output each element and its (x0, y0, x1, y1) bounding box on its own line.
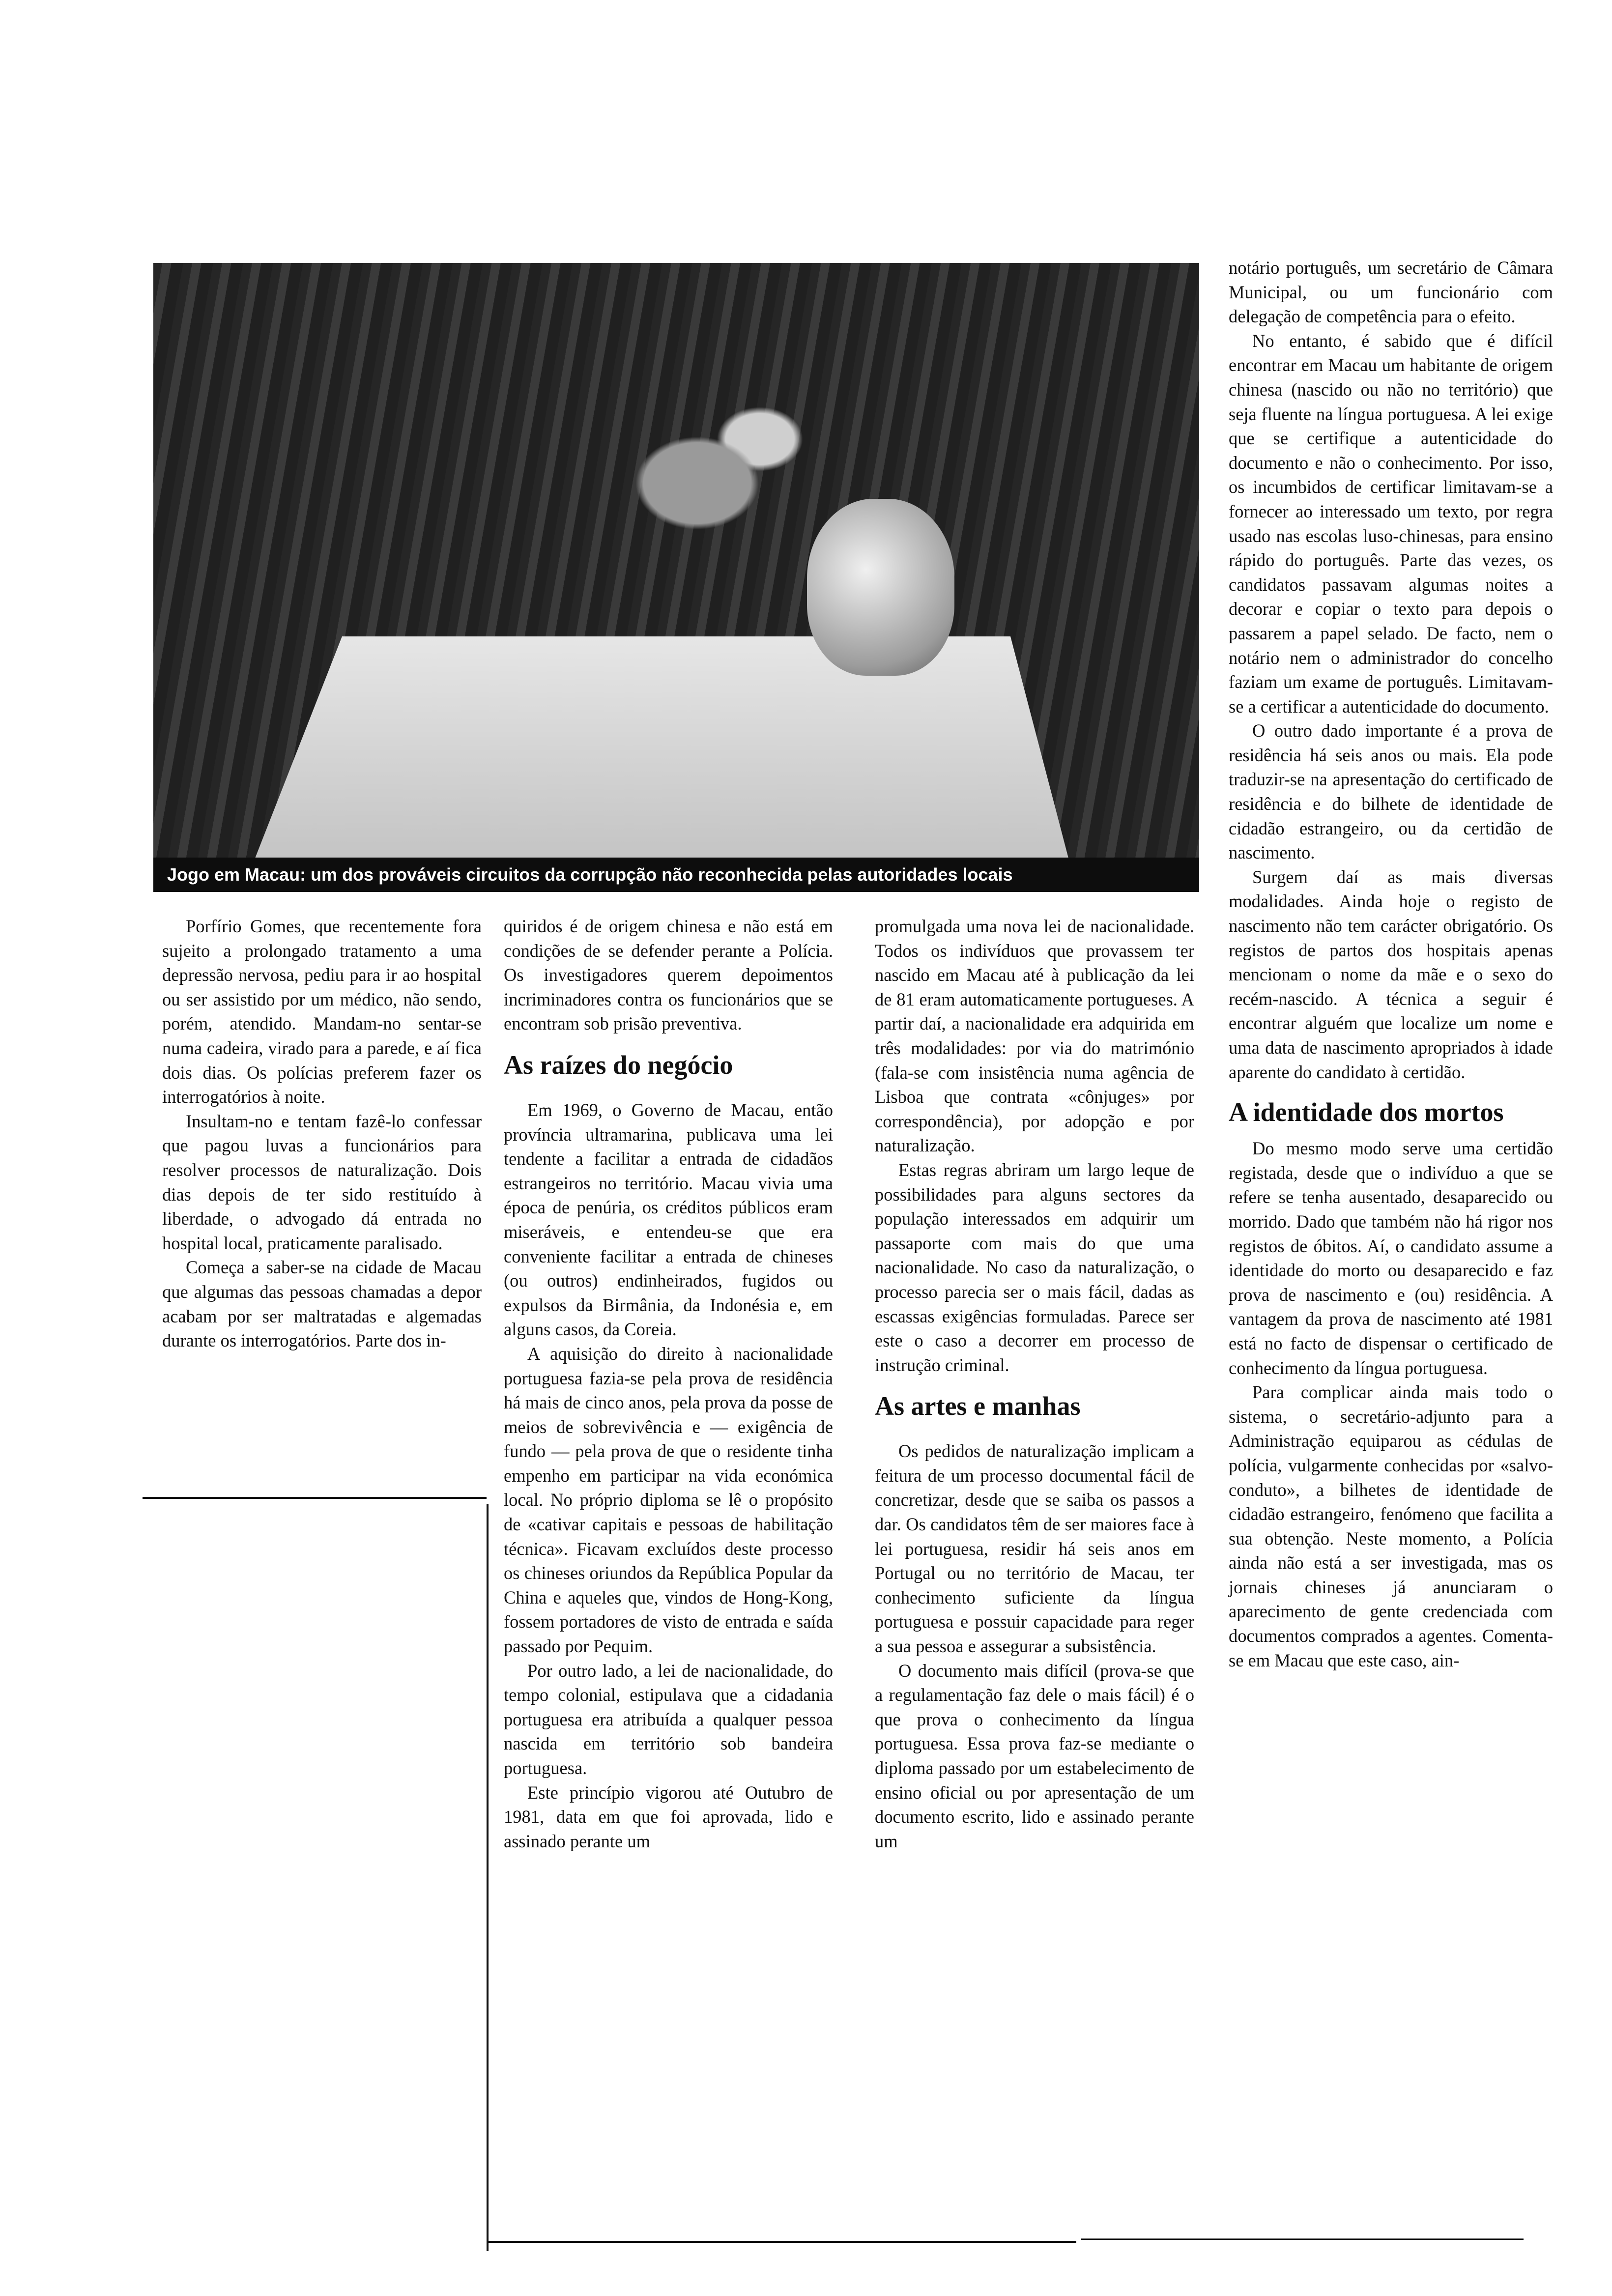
paragraph: promulgada uma nova lei de nacionalidade. Todos os indivíduos que provassem ter nascido em Macau até à publicação da lei de 81 eram automaticamente portugueses. A partir daí, a nacionalidade era adquirida em três modalidades: por via do matrimónio (fala-se com insistência numa agência de Lisboa que contrata «cônjuges» por correspondência), por adopção e por naturalização. (875, 916, 1194, 1156)
paragraph: Estas regras abriram um largo leque de possibilidades para alguns sectores da população interessados em adquirir um passaporte com mais do que uma nacionalidade. No caso da naturalização, o processo parecia ser o mais fácil, dadas as escassas exigências formuladas. Parece ser este o caso a decorrer em processo de instrução criminal. (875, 1159, 1194, 1375)
column-rule (143, 1497, 487, 1499)
paragraph: Para complicar ainda mais todo o sistema, o secretário-adjunto para a Administração equiparou as cédulas de polícia, vulgarmente conhecidas por «salvo-conduto», a bilhetes de identidade de cidadão estrangeiro, fenómeno que facilita a sua obtenção. Neste momento, a Polícia ainda não está a ser investigada, mas os jornais chineses já anunciaram o aparecimento de gente credenciada com documentos comprados a agentes. Comenta-se em Macau que este caso, ain- (1229, 1382, 1553, 1670)
article-column-3 (875, 914, 1194, 1853)
section-heading: A identidade dos mortos (1229, 1097, 1504, 1127)
paragraph: O documento mais difícil (prova-se que a regulamentação faz dele o mais fácil) é o que prova o conhecimento da língua portuguesa. Essa prova faz-se mediante o diploma passado por um estabelecimento de ensino oficial ou por apresentação de um documento escrito, lido e assinado perante um (875, 1660, 1194, 1851)
paragraph: Começa a saber-se na cidade de Macau que algumas das pessoas chamadas a depor acabam por ser maltratadas e algemadas durante os interrogatórios. Parte dos in- (162, 1257, 482, 1351)
paragraph: Este princípio vigorou até Outubro de 1981, data em que foi aprovada, lido e assinado perante um (504, 1782, 833, 1851)
paragraph: notário português, um secretário de Câmara Municipal, ou um funcionário com delegação de competência para o efeito. (1229, 258, 1553, 327)
section-heading: As raízes do negócio (504, 1050, 733, 1080)
gambling-photo (153, 263, 1199, 892)
article-column-4 (1229, 256, 1553, 1672)
article-column-1 (162, 914, 482, 1353)
paragraph: Do mesmo modo serve uma certidão registada, desde que o indivíduo a que se refere se tenha ausentado, desaparecido ou morrido. Dado que também não há rigor nos registos de óbitos. Aí, o candidato assume a identidade do morto ou desaparecido e faz prova de nascimento e (ou) residência. A vantagem da prova de nascimento até 1981 está no facto de dispensar o certificado de conhecimento da língua portuguesa. (1229, 1138, 1553, 1378)
gaming-table (242, 636, 1077, 892)
photo-caption: Jogo em Macau: um dos prováveis circuitos da corrupção não reconhecida pelas autoridades locais (153, 858, 1199, 892)
paragraph: Os pedidos de naturalização implicam a feitura de um processo documental fácil de concretizar, desde que se saiba os passos a dar. Os candidatos têm de ser maiores face à lei portuguesa, residir há seis anos em Portugal ou no território de Macau, ter conhecimento suficiente da língua portuguesa e possuir capacidade para reger a sua pessoa e assegurar a subsistência. (875, 1441, 1194, 1657)
paragraph: No entanto, é sabido que é difícil encontrar em Macau um habitante de origem chinesa (nascido ou não no território) que seja fluente na língua portuguesa. A lei exige que se certifique a autenticidade do documento e não o conhecimento. Por isso, os incumbidos de certificar limitavam-se a fornecer ao interessado um texto, por regra usado nas escolas luso-chinesas, para ensino rápido do português. Parte das vezes, os candidatos passavam algumas noites a decorar e copiar o texto para depois o passarem a papel selado. De facto, nem o notário nem o administrador do concelho faziam um exame de português. Limitavam-se a certificar a autenticidade do documento. (1229, 330, 1553, 717)
section-heading: As artes e manhas (875, 1391, 1081, 1421)
column-rule (1081, 2239, 1524, 2240)
paragraph: Surgem daí as mais diversas modalidades. Ainda hoje o registo de nascimento não tem carácter obrigatório. Os registos de partos dos hospitais apenas mencionam o nome da mãe e o sexo do recém-nascido. A técnica a seguir é encontrar alguém que localize um nome e uma data de nascimento apropriados à idade aparente do candidato à certidão. (1229, 866, 1553, 1082)
paragraph: Porfírio Gomes, que recentemente fora sujeito a prolongado tratamento a uma depressão nervosa, pediu para ir ao hospital ou ser assistido por um médico, não sendo, porém, atendido. Mandam-no sentar-se numa cadeira, virado para a parede, e aí fica dois dias. Os polícias preferem fazer os interrogatórios à noite. (162, 916, 482, 1107)
column-rule (487, 1504, 489, 2251)
paragraph: Em 1969, o Governo de Macau, então província ultramarina, publicava uma lei tendente a facilitar a entrada de cidadãos estrangeiros no território. Macau vivia uma época de penúria, os créditos públicos eram miseráveis, e entendeu-se que era conveniente facilitar a entrada de chineses (ou outros) endinheirados, fugidos ou expulsos da Birmânia, da Indonésia e, em alguns casos, da Coreia. (504, 1099, 833, 1340)
paragraph: O outro dado importante é a prova de residência há seis anos ou mais. Ela pode traduzir-se na apresentação do certificado de residência e do bilhete de identidade de cidadão estrangeiro, ou da certidão de nascimento. (1229, 720, 1553, 863)
paragraph: quiridos é de origem chinesa e não está em condições de se defender perante a Polícia. Os investigadores querem depoimentos incriminadores contra os funcionários que se encontram sob prisão preventiva. (504, 916, 833, 1034)
article-column-2 (504, 914, 833, 1853)
paragraph: A aquisição do direito à nacionalidade portuguesa fazia-se pela prova de residência há mais de cinco anos, pela prova da posse de meios de sobrevivência e — exigência de fundo — pela prova de que o residente tinha empenho em participar na vida económica local. No próprio diploma se lê o propósito de «cativar capitais e pessoas de habilitação técnica». Ficavam excluídos deste processo os chineses oriundos da República Popular da China e aqueles que, vindos de Hong-Kong, fossem portadores de visto de entrada e saída passado por Pequim. (504, 1343, 833, 1657)
ornamental-vase (807, 499, 954, 676)
paragraph: Insultam-no e tentam fazê-lo confessar que pagou luvas a funcionários para resolver processos de naturalização. Dois dias depois de ter sido restituído à liberdade, o advogado dá entrada no hospital local, praticamente paralisado. (162, 1111, 482, 1253)
paragraph: Por outro lado, a lei de nacionalidade, do tempo colonial, estipulava que a cidadania portuguesa era atribuída a qualquer pessoa nascida em território sob bandeira portuguesa. (504, 1660, 833, 1778)
column-rule (487, 2241, 1076, 2243)
